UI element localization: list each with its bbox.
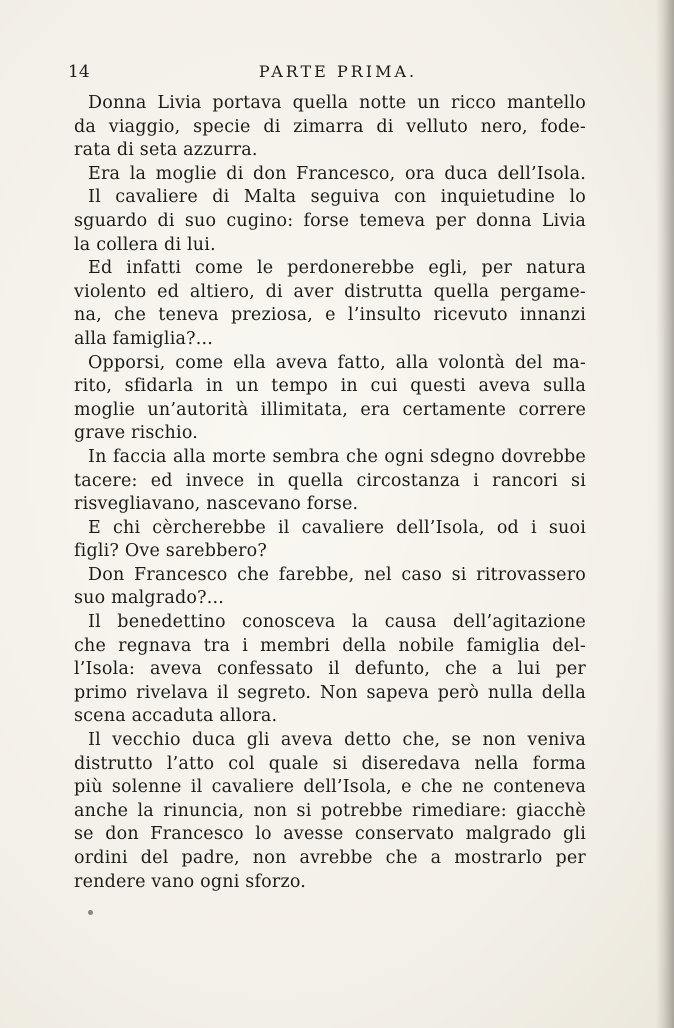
- text-line: la collera di lui.: [74, 234, 216, 255]
- text-line: che regnava tra i membri della nobile famiglia del-: [74, 635, 586, 656]
- running-head: [68, 62, 608, 86]
- text-line: sguardo di suo cugino: forse temeva per donna Livia: [74, 210, 586, 231]
- text-line: Donna Livia portava quella notte un ricco mantello: [88, 93, 586, 113]
- text-line: da viaggio, specie di zimarra di velluto nero, fode-: [74, 116, 586, 137]
- text-line: suo malgrado?...: [74, 588, 224, 609]
- text-line: scena accaduta allora.: [74, 706, 278, 727]
- text-line: primo rivelava il segreto. Non sapeva però nulla della: [74, 682, 586, 703]
- text-line: Il cavaliere di Malta seguiva con inquietudine lo: [88, 187, 586, 208]
- text-line: rendere vano ogni sforzo.: [74, 871, 307, 892]
- page-edge-shadow: [656, 0, 674, 1028]
- ink-speck: [88, 910, 93, 915]
- body-text: [74, 92, 586, 894]
- text-line: se don Francesco lo avesse conservato malgrado gli: [74, 824, 586, 845]
- text-line: rito, sfidarla in un tempo in cui questi aveva sulla: [74, 376, 586, 397]
- text-line: più solenne il cavaliere dell’Isola, e che ne conteneva: [74, 777, 586, 798]
- text-line: violento ed altiero, di aver distrutta quella pergame-: [74, 281, 586, 302]
- chapter-title: PARTE PRIMA.: [258, 62, 418, 81]
- text-line: Opporsi, come ella aveva fatto, alla volontà del ma-: [88, 352, 586, 373]
- text-line: Ed infatti come le perdonerebbe egli, per natura: [88, 258, 586, 279]
- text-line: anche la rinuncia, non si potrebbe rimediare: giacchè: [74, 800, 586, 821]
- text-line: Don Francesco che farebbe, nel caso si ritrovassero: [88, 564, 586, 585]
- text-line: Il vecchio duca gli aveva detto che, se non veniva: [88, 730, 586, 751]
- text-line: In faccia alla morte sembra che ogni sdegno dovrebbe: [88, 446, 586, 467]
- text-line: E chi cèrcherebbe il cavaliere dell’Isola, od i suoi: [88, 517, 586, 538]
- text-line: Il benedettino conosceva la causa dell’agitazione: [88, 612, 586, 633]
- text-line: grave rischio.: [74, 423, 199, 444]
- text-line: risvegliavano, nascevano forse.: [74, 494, 359, 515]
- text-line: alla famiglia?...: [74, 328, 214, 349]
- text-line: distrutto l’atto col quale si diseredava nella forma: [74, 753, 586, 774]
- page-number: 14: [68, 62, 90, 82]
- text-line: Era la moglie di don Francesco, ora duca dell’Isola.: [88, 163, 586, 184]
- text-line: ordini del padre, non avrebbe che a mostrarlo per: [74, 848, 586, 868]
- text-line: rata di seta azzurra.: [74, 140, 258, 161]
- text-line: tacere: ed invece in quella circostanza i rancori si: [74, 470, 586, 491]
- text-line: moglie un’autorità illimitata, era certamente correre: [74, 399, 586, 420]
- text-line: figli? Ove sarebbero?: [74, 541, 267, 562]
- text-line: l’Isola: aveva confessato il defunto, che a lui per: [74, 659, 586, 680]
- text-line: na, che teneva preziosa, e l’insulto ricevuto innanzi: [74, 305, 586, 326]
